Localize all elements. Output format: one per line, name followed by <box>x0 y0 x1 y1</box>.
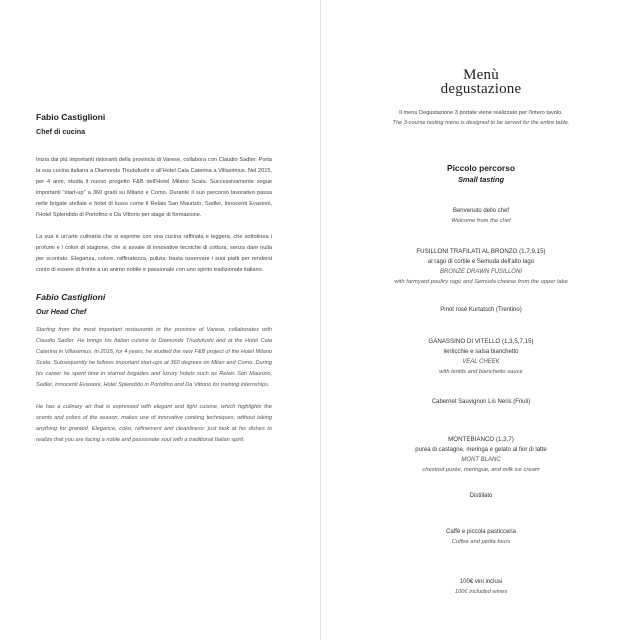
wine-pairing-pinot <box>356 305 606 315</box>
dish-name-en: Coffee and petite fours <box>451 539 511 545</box>
dish-name-en: VEAL CHEEK <box>462 359 500 365</box>
tasting-menu-column <box>356 68 606 597</box>
dish-description-en: chestnut purée, meringue, and milk ice cream <box>422 467 540 473</box>
course-section-title: Piccolo percorso <box>447 163 515 173</box>
wine-pairing-cabernet <box>356 397 606 407</box>
price-it: 100€ vini inclusi <box>459 579 503 585</box>
menu-item-fusilloni <box>356 247 606 287</box>
bio-paragraph-it-2: La sua è un'arte culinaria che si esprime con una cucina raffinata e leggera, che sottolinea i profumi e i colori di stagione, che si avvale di innovative tecniche di cottura, senza dare nulla per scontato. Eleganza, colore, raffinatezza, pulizia: basta osservare i suoi piatti per rendersi conto di essere di fronte a un animo nobile e passionale con uno spirito tradizionale italiano. <box>36 233 272 273</box>
dish-name-it: FUSILLONI TRAFILATI AL BRONZO (1,7,9,15) <box>416 248 546 255</box>
menu-item-montebianco <box>356 435 606 475</box>
menu-title-line-2: degustazione <box>440 81 522 97</box>
menu-item-ganassino <box>356 337 606 377</box>
chef-role-en: Our Head Chef <box>36 306 87 316</box>
menu-intro-it: Il menu Degustazione 3 portate viene realizzato per l'intero tavolo. <box>399 110 563 116</box>
bio-paragraph-it-1: Inizia dai più importanti ristoranti della provincia di Varese, collabora con Claudio Sadler. Porta la sua cucina italiana a Diamonds Thudufushi e all'Hotel Cala Caterina a Villasimius. Nel 2015, per 4 anni, studia il nuovo progetto F&B dell'Hotel Milano Scala. Successivamente segue importanti "start-up" a 360 gradi su Milano e Como. Durante il suo percorso lavorativo passa nelle brigate stellate e hotel di lusso come il Relais San Maurizio, Sadler, Innocenti Evasioni, l'Hotel Splendido di Portofino e Da Vittorio per stage di formazione. <box>36 157 272 219</box>
dish-description-en: with farmyard poultry ragù and Semuda cheese from the upper lake <box>394 279 568 285</box>
price-en: 100€ included wines <box>454 589 508 595</box>
dish-name-it: Caffè e piccola pasticceria <box>446 529 516 535</box>
menu-title <box>356 68 606 96</box>
price-wines-included <box>356 577 606 597</box>
course-section-subtitle: Small tasting <box>458 175 504 184</box>
chef-bio-column <box>36 112 272 446</box>
menu-item-benvenuto <box>356 206 606 226</box>
dish-name-en: MONT BLANC <box>461 457 501 463</box>
bio-paragraph-en-1: Starting from the most important restaurants in the province of Varese, collaborates with Claudio Sadler. He brings his Italian cuisine to Diamonds Thudufushi and at the Hotel Cala Caterina in Villasimius. In 2015, for 4 years, he studied the new F&B project of the Hotel Milano Scala. Subsequently he follows important start-ups at 360 degrees on Milan and Como. During his career he spent time in starred brigades and luxury hotels such as Relais San Maurizio, Sadler, Innocenti Evasioni, Hotel Splendido in Portofino and Da Vittorio for training internships. <box>36 326 272 389</box>
wine-name: Cabernet Sauvignon Lis Neris (Friuli) <box>431 399 531 405</box>
dish-name-en: BRONZE DRAWN FUSILLONI <box>440 269 522 275</box>
pairing-distillato <box>356 491 606 501</box>
dish-name-it: Benvenuto dello chef <box>452 208 510 214</box>
menu-title-line-1: Menù <box>463 67 499 83</box>
menu-item-caffe <box>356 527 606 547</box>
chef-bio-italian <box>36 112 272 276</box>
chef-bio-english <box>36 292 272 446</box>
pairing-name: Distillato <box>469 493 493 499</box>
dish-name-it: MONTEBIANCO (1,3,7) <box>448 436 514 443</box>
wine-name: Pinot rosé Kurtatsch (Trentino) <box>440 307 522 313</box>
chef-name-it: Fabio Castiglioni <box>36 112 106 122</box>
chef-role-it: Chef di cucina <box>36 127 86 136</box>
bio-paragraph-en-2: He has a culinary art that is expressed with elegant and light cuisine, which highlights the scents and colors of the season, makes use of innovative cooking techniques, without taking anything for granted. Elegance, color, refinement and cleanliness: just look at his dishes to realize that you are facing a noble and passionate soul with a traditional Italian spirit. <box>36 403 272 443</box>
dish-description-en: with lentils and bianchetto sauce <box>439 369 523 375</box>
chef-name-en: Fabio Castiglioni <box>36 291 106 302</box>
dish-description-it: lenticchie e salsa bianchetto <box>443 349 519 355</box>
dish-name-it: GANASSINO DI VITELLO (1,3,5,7,15) <box>428 338 534 345</box>
page-fold-divider <box>320 0 321 640</box>
dish-description-it: purea di castagne, meringa e gelato al fior di latte <box>415 447 547 453</box>
menu-intro-en: The 3-course tasting menu is designed to be served for the entire table. <box>392 120 570 126</box>
dish-description-it: al ragù di cortile e Semuda dell'alto lago <box>427 259 535 265</box>
dish-name-en: Welcome from the chef <box>451 218 511 224</box>
